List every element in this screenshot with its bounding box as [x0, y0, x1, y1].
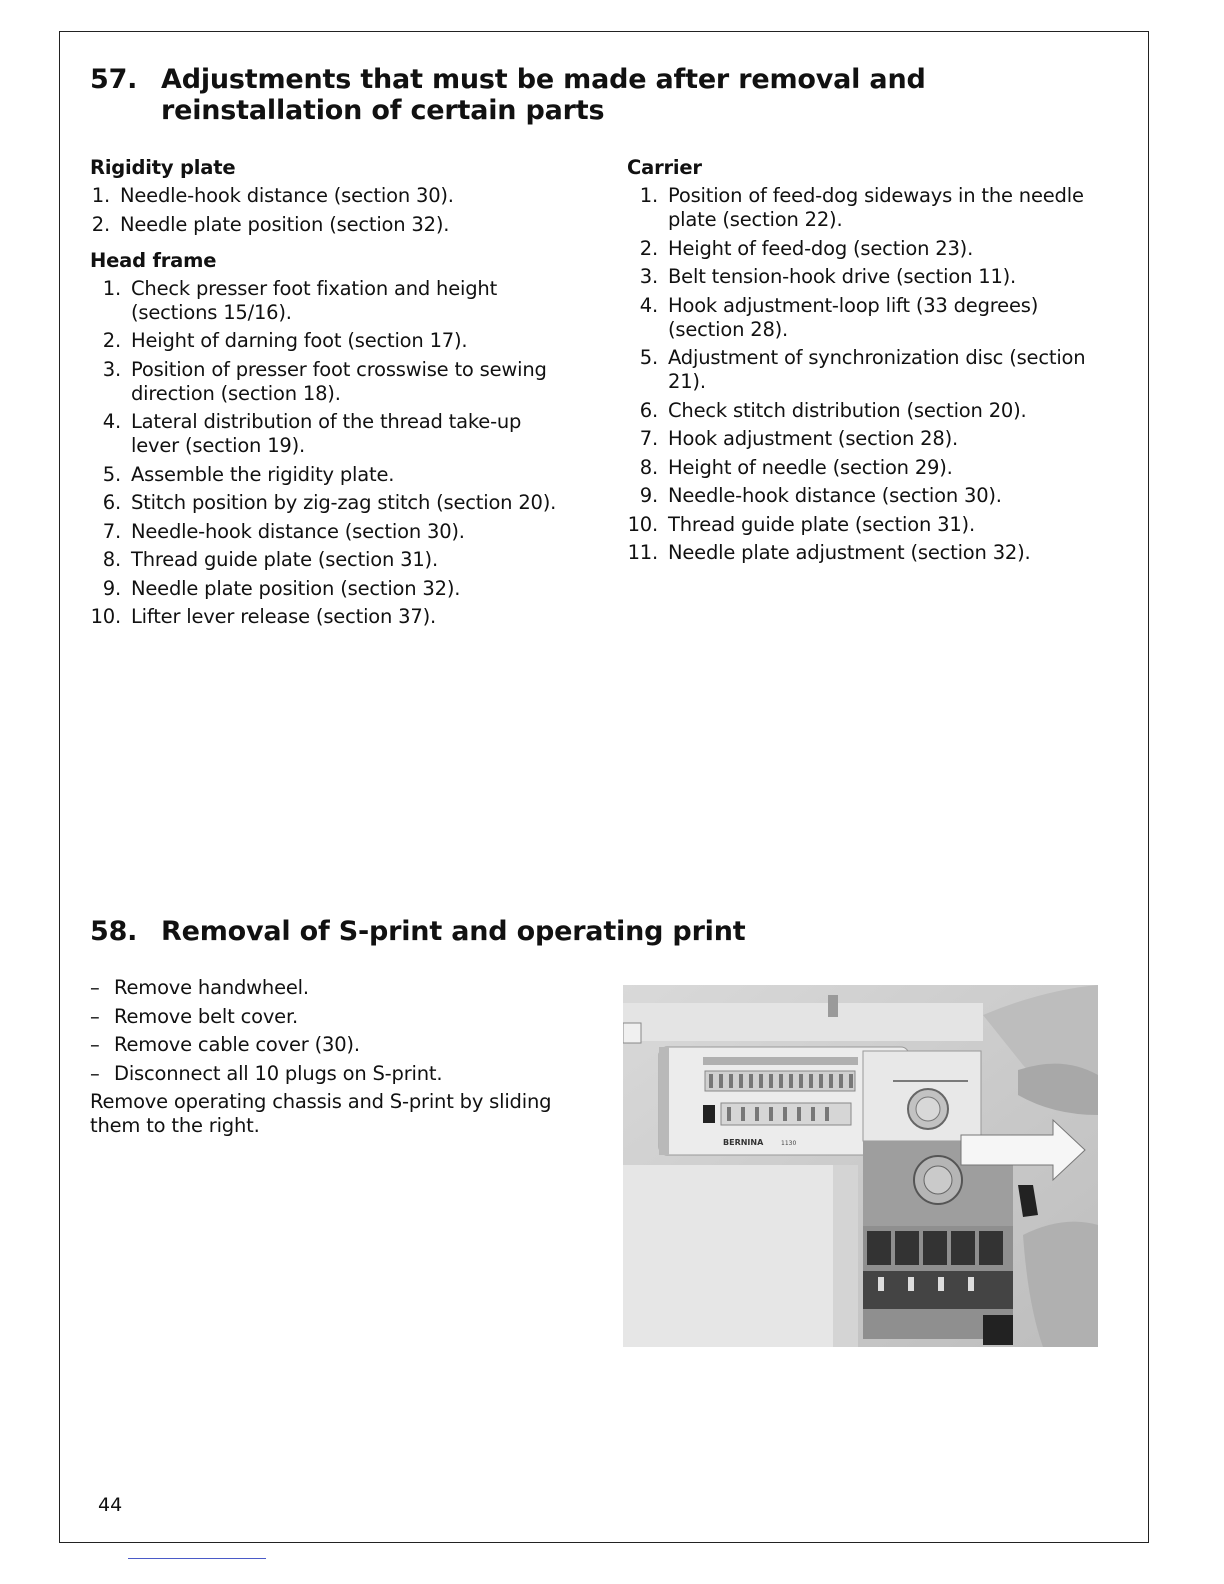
list-item	[90, 1033, 560, 1057]
section-58-instructions	[90, 976, 560, 1138]
carrier-list	[627, 184, 1097, 565]
item-text: Adjustment of synchronization disc (section 21).	[668, 346, 1086, 393]
item-text: Height of needle (section 29).	[668, 455, 953, 479]
step-text: Remove handwheel.	[114, 976, 309, 999]
dash-marker: –	[90, 976, 100, 999]
item-text: Lateral distribution of the thread take-up lever (section 19).	[131, 410, 522, 457]
section-58-title	[90, 916, 990, 947]
item-number: 10.	[627, 512, 658, 536]
item-number: 2.	[639, 236, 658, 260]
top-housing	[623, 1003, 983, 1041]
item-number: 8.	[639, 455, 658, 479]
list-item	[90, 548, 560, 572]
dash-marker: –	[90, 1033, 100, 1056]
section-57-title	[90, 64, 1050, 126]
item-text: Height of feed-dog (section 23).	[668, 236, 974, 260]
left-column	[90, 156, 560, 634]
item-text: Check presser foot fixation and height (sections 15/16).	[131, 276, 498, 324]
item-text: Needle plate position (section 32).	[120, 212, 450, 236]
list-item	[90, 605, 560, 629]
item-number: 2.	[102, 329, 121, 352]
bracket	[623, 1023, 641, 1043]
rigidity-plate-group	[90, 156, 560, 237]
list-item	[627, 265, 1097, 289]
item-text: Hook adjustment (section 28).	[668, 427, 958, 450]
cable-plug	[983, 1315, 1013, 1345]
list-item	[90, 976, 560, 1000]
item-number: 1.	[91, 184, 110, 207]
item-text: Belt tension-hook drive (section 11).	[668, 265, 1017, 288]
item-number: 9.	[639, 484, 658, 507]
sliding-note: Remove operating chassis and S-print by sliding them to the right.	[90, 1090, 552, 1137]
list-item	[90, 520, 560, 544]
dash-marker: –	[90, 1061, 100, 1085]
housing-edge	[833, 1165, 858, 1347]
item-number: 1.	[639, 184, 658, 207]
item-text: Assemble the rigidity plate.	[131, 462, 395, 486]
rigidity-plate-list	[90, 184, 560, 237]
item-number: 10.	[90, 605, 121, 628]
list-item	[627, 184, 1097, 232]
list-item	[627, 484, 1097, 508]
head-frame-heading: Head frame	[90, 248, 217, 272]
removal-steps-list	[90, 976, 560, 1086]
item-number: 11.	[627, 541, 658, 564]
free-arm-housing	[623, 1165, 858, 1347]
item-number: 6.	[102, 491, 121, 514]
item-text: Check stitch distribution (section 20).	[668, 398, 1027, 422]
list-item	[627, 513, 1097, 537]
item-text: Stitch position by zig-zag stitch (section 20).	[131, 491, 557, 514]
item-text: Thread guide plate (section 31).	[131, 548, 438, 571]
head-frame-group	[90, 249, 560, 630]
machine-photo	[623, 985, 1098, 1347]
step-text: Remove belt cover.	[114, 1004, 298, 1028]
item-number: 8.	[102, 548, 121, 571]
step-text: Remove cable cover (30).	[114, 1033, 360, 1056]
list-item	[90, 277, 560, 325]
item-number: 4.	[639, 293, 658, 317]
step-text: Disconnect all 10 plugs on S-print.	[114, 1061, 443, 1085]
item-number: 5.	[102, 462, 121, 486]
item-text: Hook adjustment-loop lift (33 degrees) (section 28).	[668, 293, 1039, 341]
list-item	[90, 410, 560, 458]
list-item	[90, 577, 560, 601]
head-frame-list	[90, 277, 560, 630]
spool-pin	[828, 995, 838, 1017]
list-item	[90, 358, 560, 406]
item-number: 3.	[102, 357, 121, 381]
list-item	[90, 329, 560, 353]
item-number: 4.	[102, 410, 121, 433]
item-number: 5.	[639, 346, 658, 369]
item-text: Height of darning foot (section 17).	[131, 329, 468, 352]
item-number: 7.	[102, 519, 121, 543]
carrier-group	[627, 156, 1097, 565]
section-57-number: 57.	[90, 64, 138, 95]
carrier-heading: Carrier	[627, 156, 702, 179]
item-text: Needle-hook distance (section 30).	[120, 184, 454, 207]
rigidity-plate-heading: Rigidity plate	[90, 156, 236, 179]
list-item	[90, 1005, 560, 1029]
item-text: Needle-hook distance (section 30).	[668, 484, 1002, 507]
upper-dial-center	[916, 1097, 940, 1121]
pattern-buttons	[867, 1231, 1003, 1265]
item-text: Needle plate position (section 32).	[131, 576, 461, 600]
item-number: 9.	[102, 576, 121, 600]
lower-dial-center	[924, 1166, 952, 1194]
section-58-number: 58.	[90, 916, 138, 947]
list-item	[627, 294, 1097, 342]
list-item	[627, 346, 1097, 394]
upper-switch-row	[703, 1057, 858, 1091]
list-item	[627, 427, 1097, 451]
item-number: 7.	[639, 427, 658, 450]
list-item	[90, 213, 560, 237]
model-label: 1130	[781, 1140, 797, 1147]
item-text: Needle-hook distance (section 30).	[131, 519, 465, 543]
item-text: Position of feed-dog sideways in the needle plate (section 22).	[668, 184, 1084, 231]
item-number: 3.	[639, 265, 658, 288]
list-item	[627, 237, 1097, 261]
list-item	[90, 184, 560, 208]
item-text: Needle plate adjustment (section 32).	[668, 541, 1031, 564]
dash-marker: –	[90, 1004, 100, 1028]
lower-switch-row	[703, 1103, 851, 1125]
item-number: 6.	[639, 398, 658, 422]
machine-photo-illustration	[623, 985, 1098, 1347]
list-item	[90, 1062, 560, 1086]
bottom-divider	[128, 1558, 266, 1559]
list-item	[627, 399, 1097, 423]
list-item	[627, 456, 1097, 480]
list-item	[90, 463, 560, 487]
page-number: 44	[98, 1494, 123, 1516]
item-text: Position of presser foot crosswise to sewing direction (section 18).	[131, 357, 547, 405]
section-57-heading: Adjustments that must be made after removal and reinstallation of certain parts	[161, 64, 926, 126]
panel-edge	[659, 1047, 669, 1155]
item-text: Lifter lever release (section 37).	[131, 605, 436, 628]
item-number: 1.	[102, 276, 121, 300]
brand-label: BERNINA	[723, 1138, 764, 1147]
section-58-heading: Removal of S-print and operating print	[161, 916, 746, 947]
right-column	[627, 156, 1097, 570]
list-item	[627, 541, 1097, 565]
item-number: 2.	[91, 212, 110, 236]
list-item	[90, 491, 560, 515]
item-text: Thread guide plate (section 31).	[668, 512, 975, 536]
